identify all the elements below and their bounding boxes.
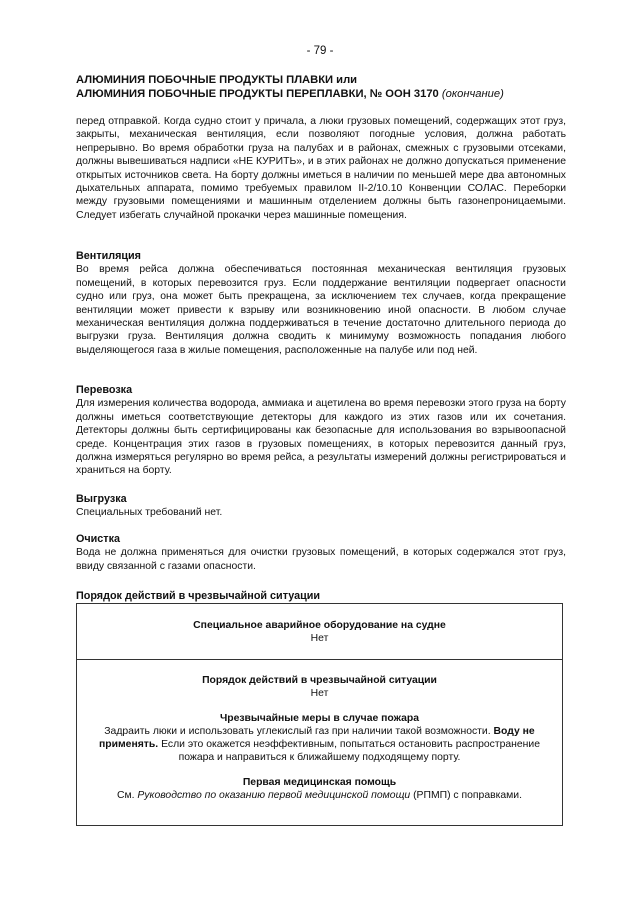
carriage-paragraph: Для измерения количества водорода, аммиака и ацетилена во время перевозки этого груза на борту должны иметься соответствующие детекторы для каждого из этих газов или их сочетания. Детекторы должны быть сертифицированы как безопасные для использования во взрывоопасной среде. Концентрация этих газов в грузовых помещениях, в которых перевозится данный груз, должна измеряться регулярно во время рейса, а результаты измерений должны регистрироваться и храниться на борту. — [76, 398, 566, 477]
carriage-section — [76, 384, 566, 478]
ventilation-heading: Вентиляция — [76, 250, 141, 262]
aid-italic: Руководство по оказанию первой медицинской помощи — [137, 790, 411, 801]
procedures-title: Порядок действий в чрезвычайной ситуации — [202, 675, 437, 686]
fire-text-2: Если это окажется неэффективным, попытаться остановить распространение пожара и направиться к ближайшему подходящему порту. — [161, 739, 540, 763]
aid-block — [81, 776, 558, 802]
equipment-value: Нет — [310, 633, 329, 644]
aid-text — [81, 789, 558, 802]
fire-text-1: Задраить люки и использовать углекислый газ при наличии такой возможности. — [104, 726, 491, 737]
aid-title: Первая медицинская помощь — [242, 777, 397, 788]
intro-paragraph: перед отправкой. Когда судно стоит у причала, а люки грузовых помещений, содержащих этот груз, закрыты, механическая вентиляция, если позволяют погодные условия, должна работать непрерывно. Во время обработки груза на палубах и в районах, смежных с грузовыми отсеками, должны вывешиваться надписи «НЕ КУРИТЬ», и в этих районах не должно допускаться применение открытых источников света. На борту должны иметься в наличии по меньшей мере два автономных дыхательных аппарата, помимо требуемых правилом II-2/10.10 Конвенции СОЛАС. Переборки между грузовыми помещениями и машинным отделением должны быть газонепроницаемыми. Следует избегать случайной прокачки через машинные помещения. — [76, 116, 566, 221]
aid-prefix: См. — [116, 790, 135, 801]
procedures-block — [81, 674, 558, 700]
discharge-section — [76, 493, 566, 520]
equipment-row — [77, 604, 562, 660]
fire-block — [81, 712, 558, 764]
title-line-1: АЛЮМИНИЯ ПОБОЧНЫЕ ПРОДУКТЫ ПЛАВКИ или — [76, 74, 358, 86]
carriage-heading: Перевозка — [76, 384, 133, 396]
page-number: - 79 - — [306, 45, 334, 57]
discharge-paragraph: Специальных требований нет. — [76, 507, 223, 519]
cleaning-section — [76, 533, 566, 573]
cleaning-paragraph: Вода не должна применяться для очистки грузовых помещений, в которых содержался этот груз, ввиду связанной с газами опасности. — [76, 547, 566, 572]
title-note: (окончание) — [441, 87, 504, 100]
aid-suffix: (РПМП) с поправками. — [413, 790, 523, 801]
title-line-2 — [76, 88, 576, 102]
ventilation-paragraph: Во время рейса должна обеспечиваться постоянная механическая вентиляция грузовых помещений, в которых перевозится груз. Если поддержание вентиляции подвергает опасности судно или груз, она может быть прекращена, за исключением тех случаев, когда прекращение вентиляции может привести к взрыву или возникновению иной опасности. В любом случае механическая вентиляция должна поддерживаться в течение достаточно длительного периода до выгрузки груза. Вентиляция должна сводить к минимуму возможность попадания любого выделяющегося газа в жилые помещения, расположенные на палубе или под ней. — [76, 264, 566, 356]
intro-section — [76, 115, 566, 222]
procedures-row — [77, 660, 562, 802]
fire-text — [81, 725, 558, 764]
page-title — [76, 74, 576, 101]
ventilation-section — [76, 250, 566, 357]
cleaning-heading: Очистка — [76, 533, 121, 545]
discharge-heading: Выгрузка — [76, 493, 127, 505]
fire-text-bold: Воду не применять. — [98, 726, 535, 750]
equipment-title: Специальное аварийное оборудование на судне — [193, 620, 446, 631]
title-line-2-text: АЛЮМИНИЯ ПОБОЧНЫЕ ПРОДУКТЫ ПЕРЕПЛАВКИ, № ООН 3170 — [76, 87, 439, 100]
emergency-table — [76, 603, 563, 826]
emergency-heading: Порядок действий в чрезвычайной ситуации — [76, 590, 321, 602]
procedures-value: Нет — [310, 688, 329, 699]
fire-title: Чрезвычайные меры в случае пожара — [219, 713, 420, 724]
